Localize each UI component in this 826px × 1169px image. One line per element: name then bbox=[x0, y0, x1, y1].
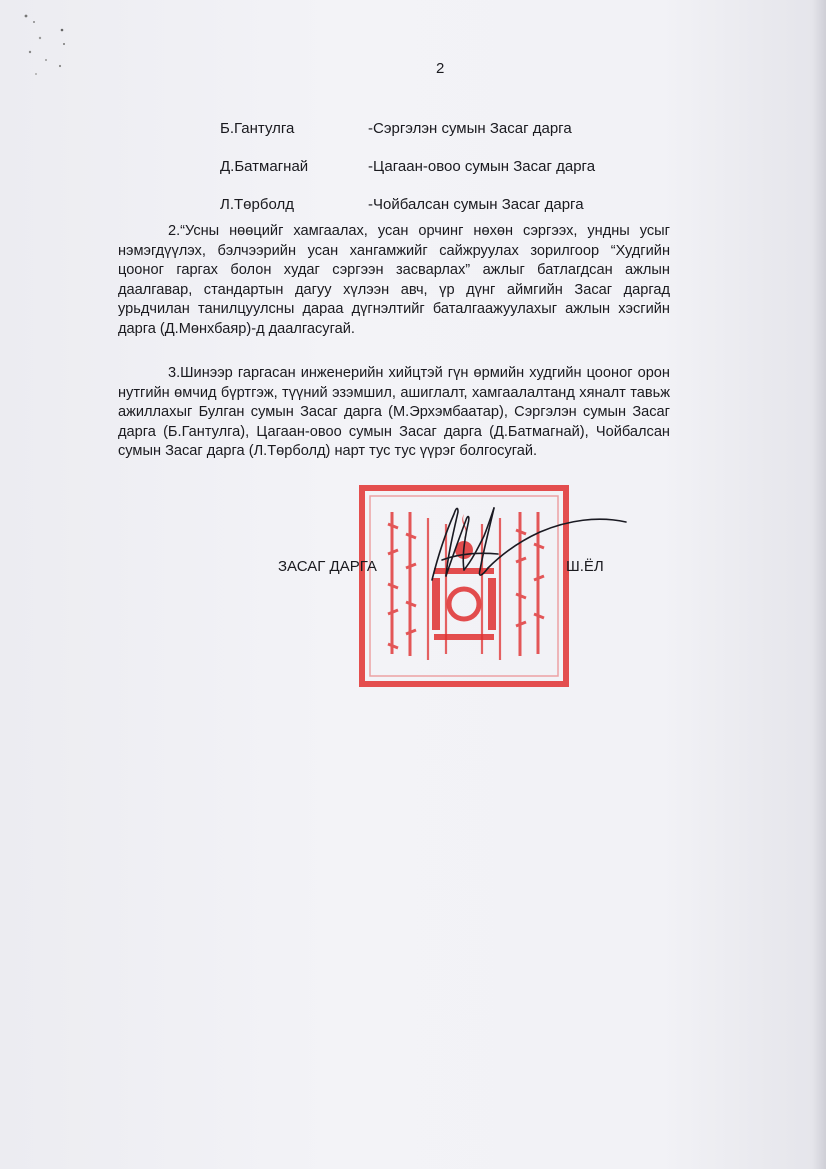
member-title: -Сэргэлэн сумын Засаг дарга bbox=[368, 120, 572, 137]
member-name: Б.Гантулга bbox=[220, 120, 295, 137]
member-name: Л.Төрболд bbox=[220, 196, 294, 213]
member-title: -Чойбалсан сумын Засаг дарга bbox=[368, 196, 584, 213]
signatory-position: ЗАСАГ ДАРГА bbox=[278, 558, 377, 575]
signatory-name: Ш.ЁЛ bbox=[566, 558, 604, 575]
member-title: -Цагаан-овоо сумын Засаг дарга bbox=[368, 158, 596, 175]
paragraph-2: 2.“Усны нөөцийг хамгаалах, усан орчинг нөхөн сэргээх, ундны усыг нэмэгдүүлэх, бэлчээрийн усан хангамжийг сайжруулах зорилгоор “Худгийн цооног гаргах болон худаг сэргээн засварлах” ажлыг батлагдсан ажлын даалгавар, стандартын дагуу хүлээн авч, үр дүнг аймгийн Засаг даргад урьдчилан танилцуулсны дараа дүгнэлтийг баталгаажуулахыг ажлын хэсгийн дарга (Д.Мөнхбаяр)-д даалгасугай. bbox=[118, 223, 670, 337]
scan-speckles bbox=[20, 8, 80, 88]
page-edge-shadow bbox=[812, 0, 826, 1169]
handwritten-signature bbox=[418, 496, 634, 588]
member-name: Д.Батмагнай bbox=[220, 158, 309, 175]
page-number: 2 bbox=[436, 60, 445, 77]
paragraph-3: 3.Шинээр гаргасан инженерийн хийцтэй гүн өрмийн худгийн цооног орон нутгийн өмчид бүртгэж, түүний эзэмшил, ашиглалт, хамгаалалтанд хяналт тавьж ажиллахыг Булган сумын Засаг дарга (М.Эрхэмбаатар), Сэргэлэн сумын Засаг дарга (Б.Гантулга), Цагаан-овоо сумын Засаг дарга (Д.Батмагнай), Чойбалсан сумын Засаг дарга (Л.Төрболд) нарт тус тус үүрэг болгосугай. bbox=[118, 365, 670, 459]
